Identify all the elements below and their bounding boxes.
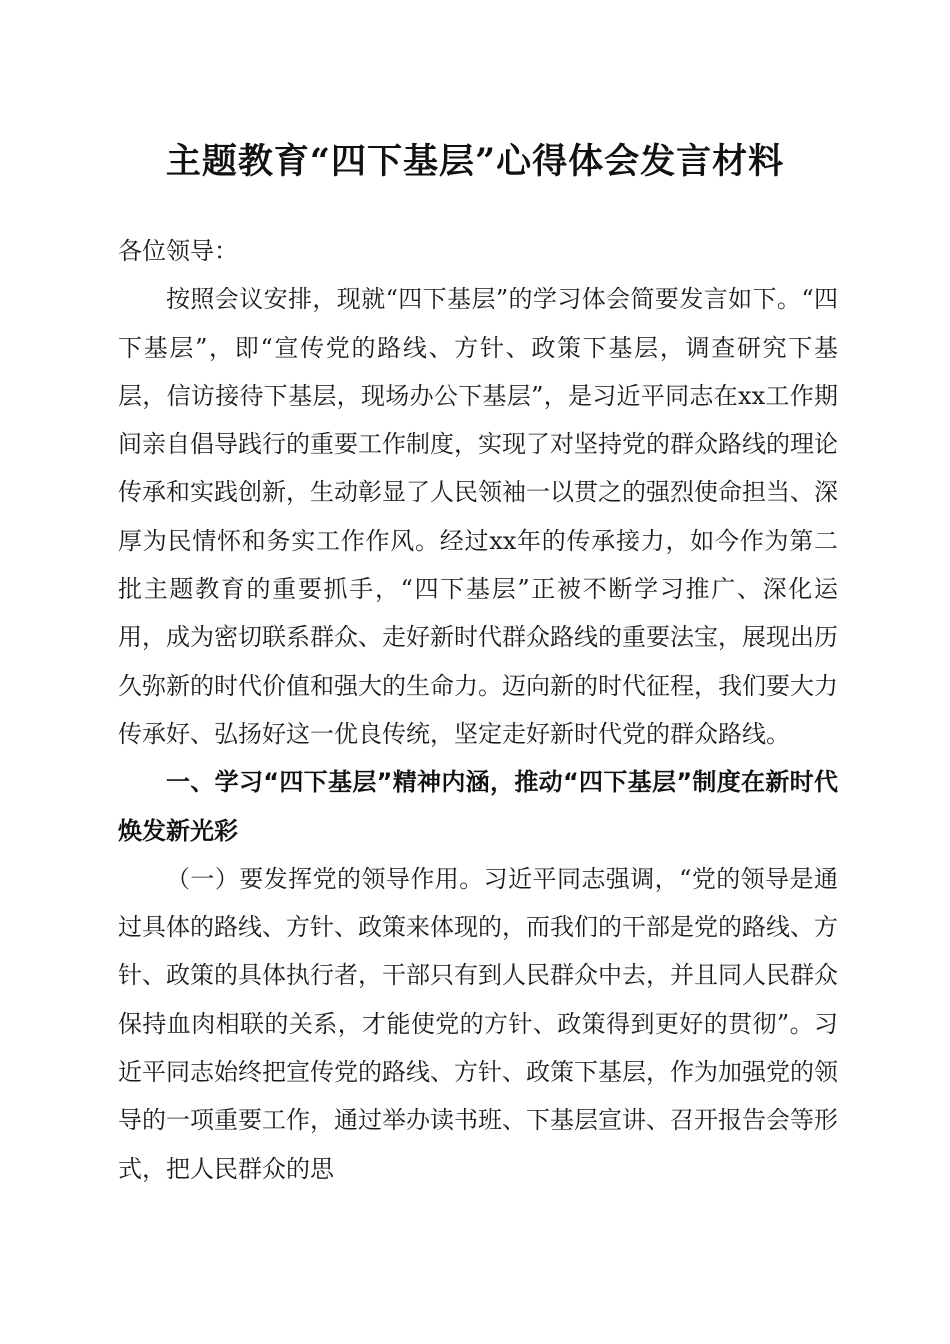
- intro-paragraph: 按照会议安排，现就“四下基层”的学习体会简要发言如下。“四下基层”，即“宣传党的路线、方针、政策下基层，调查研究下基层，信访接待下基层，现场办公下基层”，是习近平同志在xx工作期间亲自倡导践行的重要工作制度，实现了对坚持党的群众路线的理论传承和实践创新，生动彰显了人民领袖一以贯之的强烈使命担当、深厚为民情怀和务实工作作风。经过xx年的传承接力，如今作为第二批主题教育的重要抓手，“四下基层”正被不断学习推广、深化运用，成为密切联系群众、走好新时代群众路线的重要法宝，展现出历久弥新的时代价值和强大的生命力。迈向新的时代征程，我们要大力传承好、弘扬好这一优良传统，坚定走好新时代党的群众路线。: [118, 285, 838, 748]
- section-heading-1: 一、学习“四下基层”精神内涵，推动“四下基层”制度在新时代焕发新光彩: [118, 768, 838, 845]
- document-title: 主题教育“四下基层”心得体会发言材料: [165, 141, 785, 182]
- document-body: [118, 227, 838, 1193]
- section-1-subsection-1-paragraph: （一）要发挥党的领导作用。习近平同志强调，“党的领导是通过具体的路线、方针、政策来体现的，而我们的干部是党的路线、方针、政策的具体执行者，干部只有到人民群众中去，并且同人民群众保持血肉相联的关系，才能使党的方针、政策得到更好的贯彻”。习近平同志始终把宣传党的路线、方针、政策下基层，作为加强党的领导的一项重要工作，通过举办读书班、下基层宣讲、召开报告会等形式，把人民群众的思: [118, 864, 838, 1183]
- salutation: 各位领导：: [118, 237, 238, 265]
